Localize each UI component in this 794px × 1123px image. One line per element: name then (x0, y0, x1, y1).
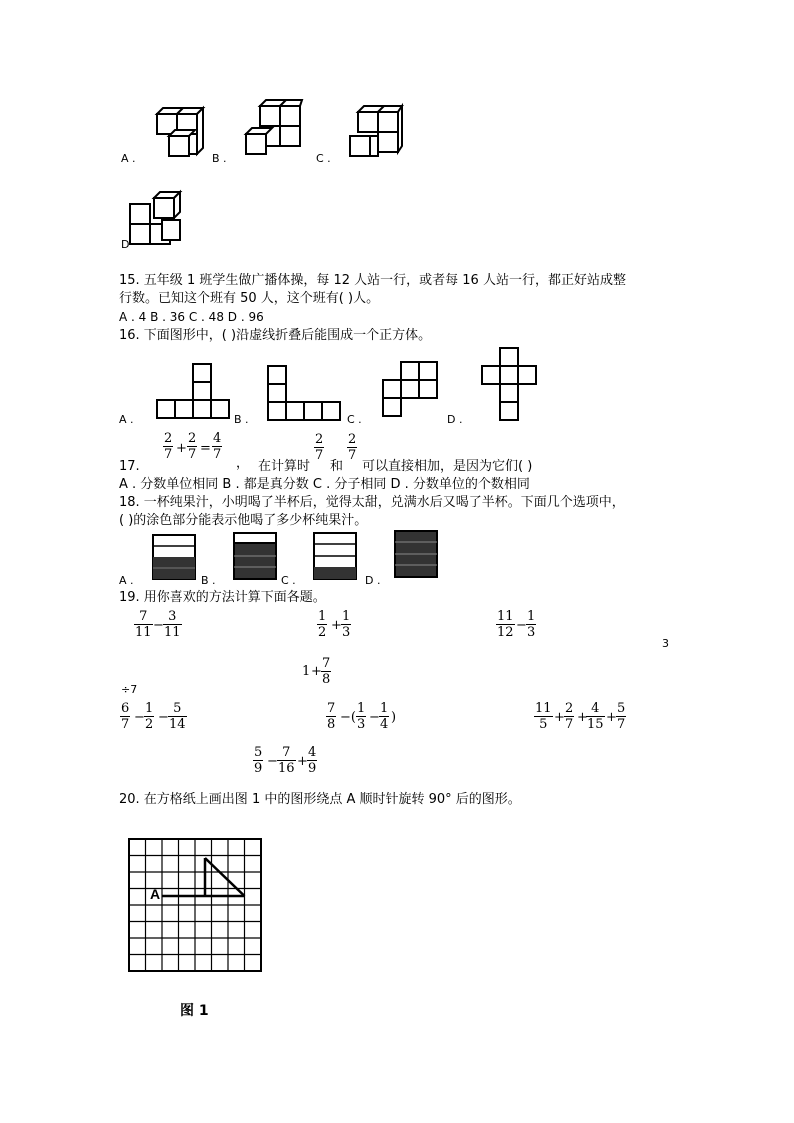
q17-comma: ， (236, 456, 250, 471)
q19-e6-frac-a: $\frac{7}{8}$ (327, 701, 336, 732)
q19-e6-op1: −( (340, 710, 356, 725)
q20-figure-caption: 图 1 (180, 1003, 209, 1019)
q19-e3-op: − (516, 618, 527, 633)
q19-e4-frac-b: $\frac{7}{8}$ (322, 656, 331, 687)
q17-eq-plus: + (176, 441, 187, 456)
q19-e6-close: ) (391, 710, 397, 725)
q18-option-a-label: A . (119, 574, 134, 587)
q19-e4-whole: 1 (302, 664, 311, 679)
q19-e2-op: + (331, 618, 342, 633)
q19-e3-frac-b: $\frac{1}{3}$ (527, 609, 536, 640)
q17-frac-1: $\frac{2}{7}$ (315, 432, 324, 463)
q19-e5-op1: − (134, 710, 145, 725)
q19-e6-frac-c: $\frac{1}{4}$ (380, 701, 389, 732)
q19-e7-op3: + (606, 710, 617, 725)
q20-shape (162, 858, 245, 896)
q17-eq-frac-c: $\frac{4}{7}$ (213, 431, 222, 462)
q19-e7-frac-c: $\frac{4}{15}$ (587, 701, 604, 732)
q19-e1-frac-b: $\frac{3}{11}$ (164, 609, 181, 640)
q19-e8-frac-b: $\frac{7}{16}$ (278, 745, 295, 776)
q17-text1: 在计算时 (258, 459, 311, 474)
q19-e3-frac-a: $\frac{11}{12}$ (497, 609, 514, 640)
q19-e7-frac-d: $\frac{5}{7}$ (617, 701, 626, 732)
q14-option-b-cubes (244, 98, 302, 158)
q15-line1: 15. 五年级 1 班学生做广播体操，每 12 人站一行，或者每 16 人站一行，都正好站成整 (119, 273, 626, 288)
q18-option-d-cup (394, 530, 438, 578)
q16-option-b-net (266, 364, 344, 420)
q19-e4-op: + (311, 664, 322, 679)
q18-line1: 18. 一杯纯果汁，小明喝了半杯后，觉得太甜，兑满水后又喝了半杯。下面几个选项中， (119, 495, 625, 510)
q18-option-c-cup (313, 532, 357, 580)
q19-e1-frac-a: $\frac{7}{11}$ (135, 609, 152, 640)
q17-number: 17. (119, 459, 140, 474)
q17-text2: 可以直接相加，是因为它们( ) (362, 459, 533, 474)
q17-frac-2: $\frac{2}{7}$ (348, 432, 357, 463)
q16-option-a-net (155, 362, 233, 420)
q18-line2: ( )的涂色部分能表示他喝了多少杯纯果汁。 (119, 513, 368, 528)
q18-option-b-cup (233, 532, 277, 580)
q16-option-c-net (381, 360, 441, 418)
q19-e2-frac-a: $\frac{1}{2}$ (318, 609, 327, 640)
q18-option-c-label: C . (281, 574, 296, 587)
q16-option-a-label: A . (119, 413, 134, 426)
q14-option-c-label: C . (316, 152, 331, 165)
q16-option-c-label: C . (347, 413, 362, 426)
q19-e8-frac-a: $\frac{5}{9}$ (254, 745, 263, 776)
q14-option-a-cubes (155, 104, 205, 160)
q14-option-d-label: D (121, 238, 130, 251)
q17-eq-equals: = (200, 441, 211, 456)
q19-e7-op1: + (554, 710, 565, 725)
q20-stem: 20. 在方格纸上画出图 1 中的图形绕点 A 顺时针旋转 90° 后的图形。 (119, 792, 521, 807)
q18-option-d-label: D . (365, 574, 381, 587)
q19-stem: 19. 用你喜欢的方法计算下面各题。 (119, 590, 326, 605)
q14-option-c-cubes (348, 104, 404, 160)
q19-stray-3: 3 (662, 637, 669, 650)
q19-e7-frac-a: $\frac{11}{5}$ (535, 701, 552, 732)
q18-option-a-cup (152, 534, 196, 580)
q19-e6-frac-b: $\frac{1}{3}$ (357, 701, 366, 732)
q19-e5-frac-a: $\frac{6}{7}$ (121, 701, 130, 732)
q19-e8-op1: − (267, 754, 278, 769)
q19-e8-frac-c: $\frac{4}{9}$ (308, 745, 317, 776)
q16-stem: 16. 下面图形中，( )沿虚线折叠后能围成一个正方体。 (119, 328, 432, 343)
q17-options: A . 分数单位相同 B . 都是真分数 C . 分子相同 D . 分数单位的个数相同 (119, 477, 530, 492)
q17-eq-frac-b: $\frac{2}{7}$ (188, 431, 197, 462)
q16-option-d-label: D . (447, 413, 463, 426)
q20-point-a-label: A (150, 886, 161, 902)
q19-e2-frac-b: $\frac{1}{3}$ (342, 609, 351, 640)
q19-e6-op2: − (369, 710, 380, 725)
q19-e1-op: − (153, 618, 164, 633)
q15-line2: 行数。已知这个班有 50 人，这个班有( )人。 (119, 291, 380, 306)
q19-e7-op2: + (577, 710, 588, 725)
q15-options: A . 4 B . 36 C . 48 D . 96 (119, 310, 264, 324)
q16-option-b-label: B . (234, 413, 249, 426)
q16-option-d-net (480, 346, 540, 422)
q18-option-b-label: B . (201, 574, 216, 587)
q14-option-a-label: A . (121, 152, 136, 165)
q19-e5-frac-b: $\frac{1}{2}$ (145, 701, 154, 732)
q14-option-d-cubes (128, 190, 184, 248)
q19-e7-frac-b: $\frac{2}{7}$ (565, 701, 574, 732)
q19-div7: ÷7 (121, 683, 138, 696)
q19-e5-frac-c: $\frac{5}{14}$ (169, 701, 186, 732)
q14-option-b-label: B . (212, 152, 227, 165)
q20-grid-figure (126, 836, 266, 976)
q19-e8-op2: + (297, 754, 308, 769)
q17-eq-frac-a: $\frac{2}{7}$ (164, 431, 173, 462)
q19-e5-op2: − (158, 710, 169, 725)
q17-and: 和 (330, 459, 344, 474)
